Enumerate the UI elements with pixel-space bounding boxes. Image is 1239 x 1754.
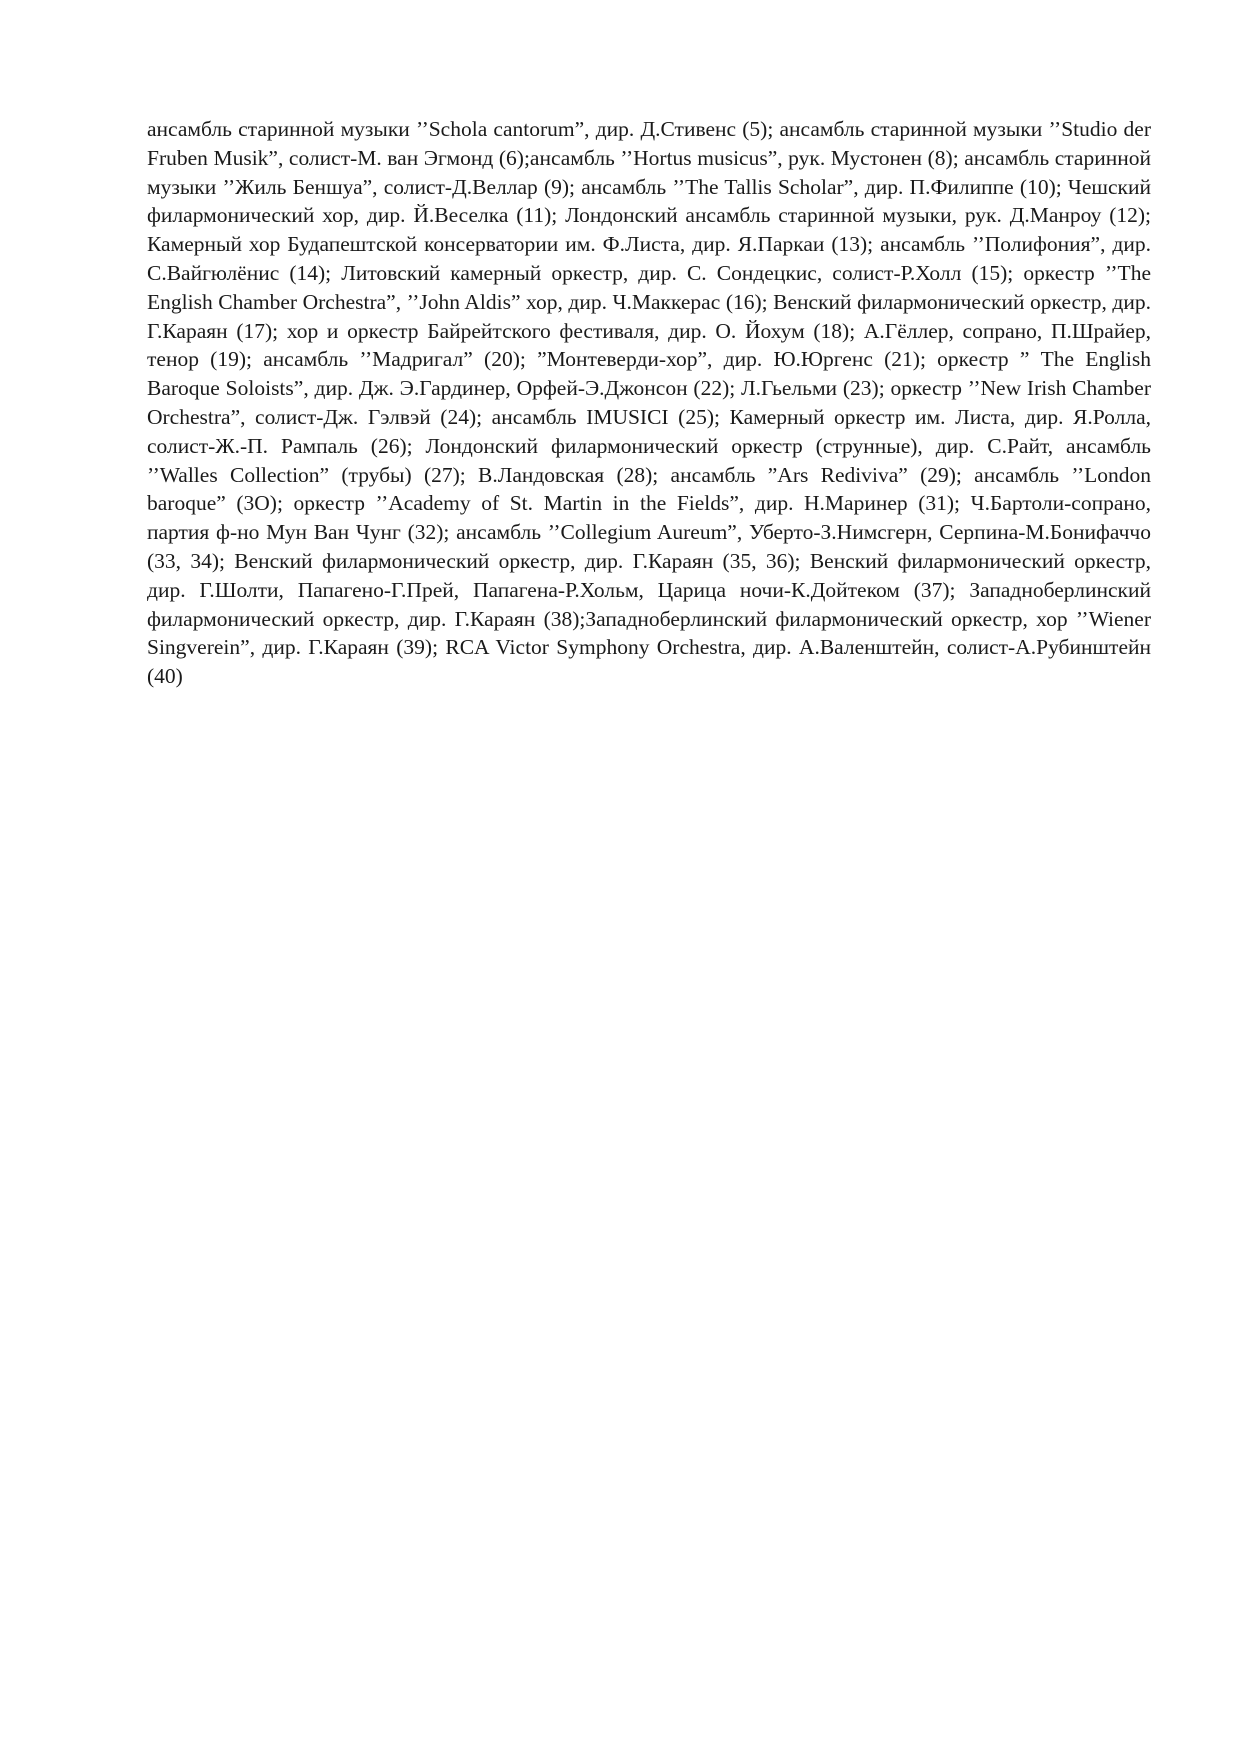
body-paragraph: ансамбль старинной музыки ’’Schola cantorum”, дир. Д.Стивенс (5); ансамбль старинной музыки ’’Studio der Fruben Musik”, солист-М. ван Эгмонд (6);ансамбль ’’Hortus musicus”, рук. Мустонен (8); ансамбль старинной музыки ’’Жиль Беншуа”, солист-Д.Веллар (9); ансамбль ’’The Tallis Scholar”, дир. П.Филиппе (10); Чешский филармонический хор, дир. Й.Веселка (11); Лондонский ансамбль старинной музыки, рук. Д.Манроу (12); Камерный хор Будапештской консерватории им. Ф.Листа, дир. Я.Паркаи (13); ансамбль ’’Полифония”, дир. С.Вайгюлёнис (14); Литовский камерный оркестр, дир. С. Сондецкис, солист-Р.Холл (15); оркестр ’’The English Chamber Orchestra”, ’’John Aldis” хор, дир. Ч.Маккерас (16); Венский филармонический оркестр, дир. Г.Караян (17); хор и оркестр Байрейтского фестиваля, дир. О. Йохум (18); А.Гёллер, сопрано, П.Шрайер, тенор (19); ансамбль ’’Мадригал” (20); ”Монтеверди-хор”, дир. Ю.Юргенс (21); оркестр ” The English Baroque Soloists”, дир. Дж. Э.Гардинер, Орфей-Э.Джонсон (22); Л.Гьельми (23); оркестр ’’New Irish Chamber Orchestra”, солист-Дж. Гэлвэй (24); ансамбль IMUSICI (25); Камерный оркестр им. Листа, дир. Я.Ролла, солист-Ж.-П. Рампаль (26); Лондонский филармонический оркестр (струнные), дир. С.Райт, ансамбль ’’Walles Collection” (трубы) (27); В.Ландовская (28); ансамбль ”Ars Rediviva” (29); ансамбль ’’London baroque” (3О); оркестр ’’Academy of St. Martin in the Fields”, дир. Н.Маринер (31); Ч.Бартоли-сопрано, партия ф-но Мун Ван Чунг (32); ансамбль ’’Collegium Aureum”, Уберто-З.Нимсгерн, Серпина-М.Бонифаччо (33, 34); Венский филармонический оркестр, дир. Г.Караян (35, 36); Венский филармонический оркестр, дир. Г.Шолти, Папагено-Г.Прей, Папагена-Р.Хольм, Царица ночи-К.Дойтеком (37); Западноберлинский филармонический оркестр, дир. Г.Караян (38);Западноберлинский филармонический оркестр, хор ’’Wiener Singverein”, дир. Г.Караян (39); RCA Victor Symphony Orchestra, дир. А.Валенштейн, солист-А.Рубинштейн (40) <box>147 117 1151 689</box>
